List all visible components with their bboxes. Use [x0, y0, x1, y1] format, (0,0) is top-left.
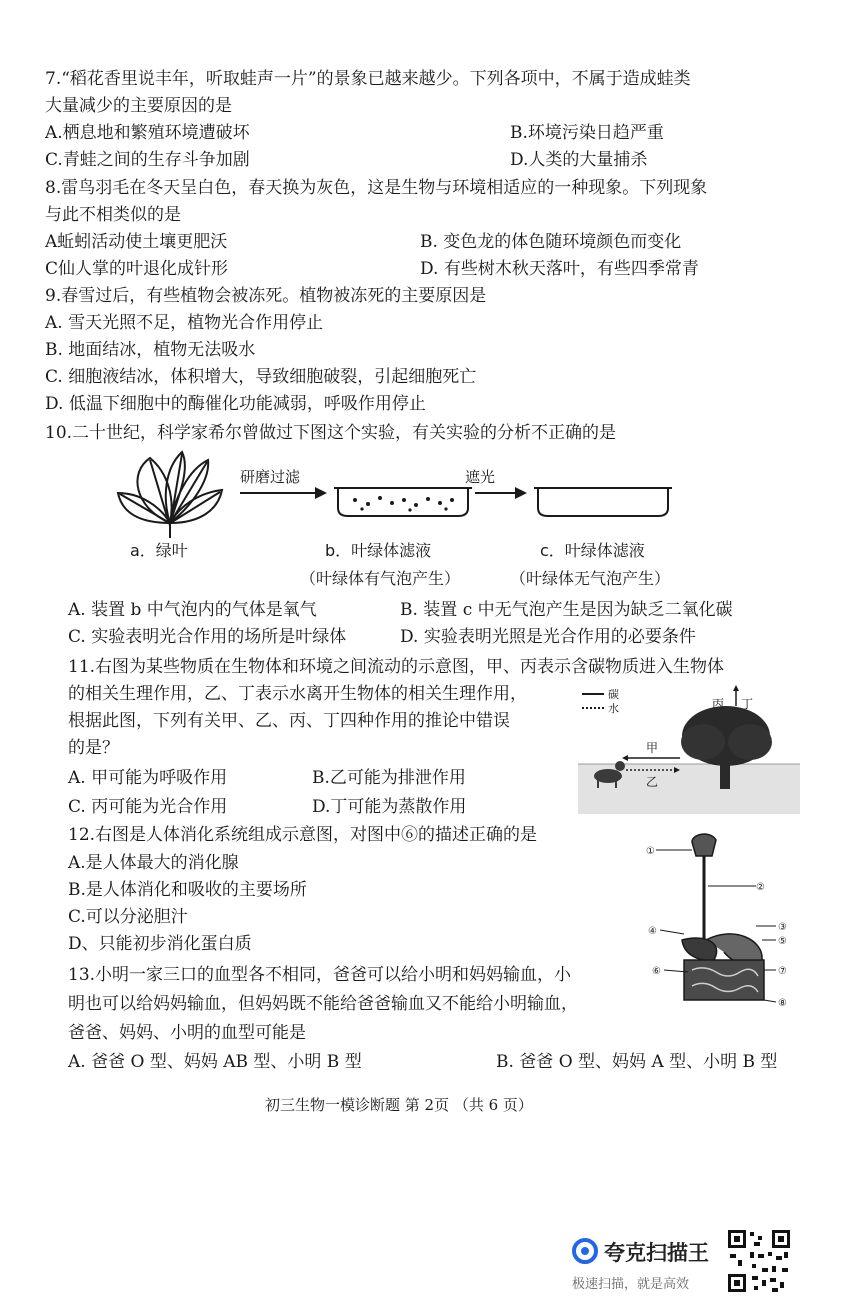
- qr-code-icon: [726, 1228, 792, 1294]
- q13-option-b: B. 爸爸 O 型、妈妈 A 型、小明 B 型: [496, 1052, 778, 1072]
- q12-stem: 12.右图是人体消化系统组成示意图，对图中⑥的描述正确的是: [68, 825, 538, 845]
- q9-option-c: C. 细胞液结冰，体积增大，导致细胞破裂，引起细胞死亡: [45, 367, 477, 387]
- label-jia: 甲: [646, 741, 659, 755]
- q7-option-a: A.栖息地和繁殖环境遭破坏: [45, 123, 250, 143]
- q9-stem: 9.春雪过后，有些植物会被冻死。植物被冻死的主要原因是: [45, 286, 487, 306]
- q8-stem-line1: 8.雷鸟羽毛在冬天呈白色，春天换为灰色，这是生物与环境相适应的一种现象。下列现象: [45, 178, 708, 198]
- bubbles: [353, 496, 454, 512]
- label-a: a．绿叶: [130, 541, 188, 560]
- q8-option-c: C仙人掌的叶退化成针形: [45, 259, 229, 279]
- watermark-brand: 夸克扫描王: [604, 1241, 709, 1265]
- dish-c: [534, 488, 672, 516]
- q10-option-d: D. 实验表明光照是光合作用的必要条件: [400, 627, 696, 647]
- q12-option-a: A.是人体最大的消化腺: [68, 853, 239, 873]
- q7-option-d: D.人类的大量捕杀: [510, 150, 648, 170]
- label-b: b．叶绿体滤液: [325, 541, 432, 560]
- q7-stem-line2: 大量减少的主要原因的是: [45, 96, 232, 116]
- q9-option-d: D. 低温下细胞中的酶催化功能减弱，呼吸作用停止: [45, 394, 426, 414]
- q7-stem-line1: 7.“稻花香里说丰年，听取蛙声一片”的景象已越来越少。下列各项中，不属于造成蛙类: [45, 69, 691, 89]
- page-footer: 初三生物一模诊断题 第 2页 （共 6 页）: [265, 1096, 533, 1114]
- q8-option-b: B. 变色龙的体色随环境颜色而变化: [420, 232, 682, 252]
- q8-stem-line2: 与此不相类似的是: [45, 205, 181, 225]
- marker-1: ①: [646, 846, 655, 857]
- q11-option-b: B.乙可能为排泄作用: [312, 768, 466, 788]
- watermark-slogan: 极速扫描，就是高效: [572, 1277, 690, 1292]
- marker-5: ⑤: [778, 936, 787, 947]
- q10-option-c: C. 实验表明光合作用的场所是叶绿体: [68, 627, 347, 647]
- q12-option-c: C.可以分泌胆汁: [68, 907, 188, 927]
- q11-stem-line4: 的是？: [68, 738, 119, 758]
- green-leaves-illustration: [118, 452, 222, 538]
- note-b: （叶绿体有气泡产生）: [300, 569, 461, 588]
- q11-stem-line3: 根据此图，下列有关甲、乙、丙、丁四种作用的推论中错误: [68, 711, 510, 731]
- q11-option-d: D.丁可能为蒸散作用: [312, 797, 467, 817]
- label-c: c．叶绿体滤液: [540, 541, 645, 560]
- q13-stem-line1: 13.小明一家三口的血型各不相同，爸爸可以给小明和妈妈输血，小: [68, 965, 572, 985]
- quark-logo-icon: [572, 1238, 598, 1264]
- q11-substance-flow-figure: [578, 684, 800, 814]
- q10-experiment-figure: [110, 448, 750, 593]
- legend-water: 水: [608, 702, 619, 715]
- marker-6: ⑥: [652, 966, 661, 977]
- q8-option-d: D. 有些树木秋天落叶，有些四季常青: [420, 259, 699, 279]
- marker-7: ⑦: [778, 966, 787, 977]
- marker-2: ②: [756, 882, 765, 893]
- arrow1-label: 研磨过滤: [240, 468, 301, 486]
- q10-option-b: B. 装置 c 中无气泡产生是因为缺乏二氧化碳: [400, 600, 733, 620]
- arrow2-label: 遮光: [465, 468, 496, 486]
- marker-4: ④: [648, 926, 657, 937]
- dish-b: [334, 488, 472, 516]
- q10-stem: 10.二十世纪，科学家希尔曾做过下图这个实验，有关实验的分析不正确的是: [45, 423, 617, 443]
- q7-option-b: B.环境污染日趋严重: [510, 123, 664, 143]
- q11-option-a: A. 甲可能为呼吸作用: [68, 768, 228, 788]
- q11-stem-line2: 的相关生理作用，乙、丁表示水离开生物体的相关生理作用，: [68, 684, 527, 704]
- q13-stem-line3: 爸爸、妈妈、小明的血型可能是: [68, 1023, 306, 1043]
- q8-option-a: A蚯蚓活动使土壤更肥沃: [45, 232, 228, 252]
- q7-option-c: C.青蛙之间的生存斗争加剧: [45, 150, 250, 170]
- q13-stem-line2: 明也可以给妈妈输血，但妈妈既不能给爸爸输血又不能给小明输血，: [68, 994, 578, 1014]
- q12-digestive-system-figure: [644, 830, 794, 1020]
- q10-option-a: A. 装置 b 中气泡内的气体是氧气: [68, 600, 317, 620]
- marker-8: ⑧: [778, 998, 787, 1009]
- q11-option-c: C. 丙可能为光合作用: [68, 797, 228, 817]
- q9-option-b: B. 地面结冰，植物无法吸水: [45, 340, 256, 360]
- legend-carbon: 碳: [608, 688, 619, 701]
- q12-option-d: D、只能初步消化蛋白质: [68, 934, 252, 954]
- q9-option-a: A. 雪天光照不足，植物光合作用停止: [45, 313, 324, 333]
- label-yi: 乙: [646, 775, 659, 789]
- marker-3: ③: [778, 922, 787, 933]
- label-bing: 丙: [712, 697, 725, 711]
- q12-option-b: B.是人体消化和吸收的主要场所: [68, 880, 307, 900]
- q13-option-a: A. 爸爸 O 型、妈妈 AB 型、小明 B 型: [68, 1052, 362, 1072]
- q11-stem-line1: 11.右图为某些物质在生物体和环境之间流动的示意图，甲、丙表示含碳物质进入生物体: [68, 657, 725, 677]
- note-c: （叶绿体无气泡产生）: [510, 569, 671, 588]
- label-ding: 丁: [741, 697, 754, 711]
